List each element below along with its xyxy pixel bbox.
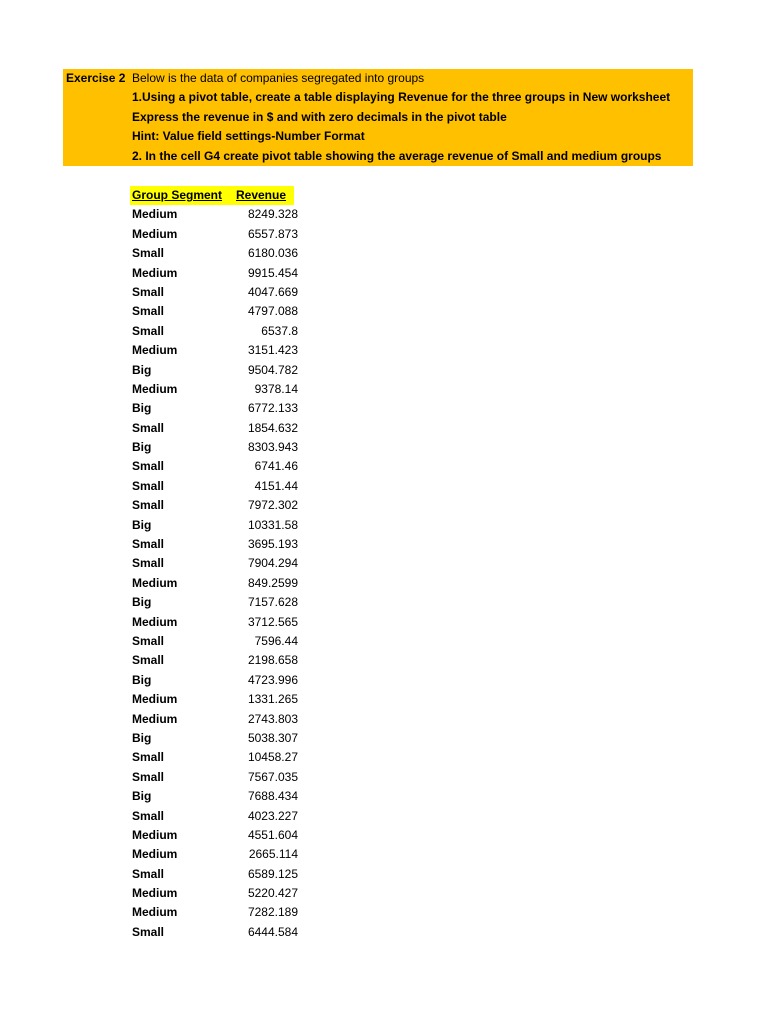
table-row xyxy=(130,574,300,593)
revenue-cell: 6589.125 xyxy=(247,866,298,881)
revenue-cell: 6557.873 xyxy=(247,226,298,241)
revenue-cell: 5220.427 xyxy=(247,886,298,901)
group-segment-cell: Small xyxy=(132,537,165,552)
revenue-cell: 1854.632 xyxy=(247,420,298,435)
revenue-cell: 2198.658 xyxy=(247,653,298,668)
revenue-cell: 1331.265 xyxy=(247,692,298,707)
table-row xyxy=(130,671,300,690)
group-segment-cell: Small xyxy=(132,750,165,765)
table-row xyxy=(130,593,300,612)
revenue-cell: 6772.133 xyxy=(247,401,298,416)
table-body xyxy=(130,205,300,942)
revenue-cell: 9504.782 xyxy=(247,362,298,377)
revenue-cell: 6741.46 xyxy=(254,459,298,474)
table-row xyxy=(130,807,300,826)
revenue-cell: 6444.584 xyxy=(247,924,298,939)
table-row xyxy=(130,457,300,476)
revenue-cell: 3151.423 xyxy=(247,343,298,358)
table-row xyxy=(130,554,300,573)
group-segment-cell: Small xyxy=(132,323,165,338)
group-segment-cell: Small xyxy=(132,653,165,668)
revenue-cell: 7972.302 xyxy=(247,498,298,513)
revenue-cell: 7596.44 xyxy=(254,633,298,648)
table-row xyxy=(130,244,300,263)
group-segment-cell: Big xyxy=(132,730,152,745)
revenue-cell: 9378.14 xyxy=(254,381,298,396)
group-segment-cell: Big xyxy=(132,517,152,532)
group-segment-cell: Medium xyxy=(132,381,178,396)
group-segment-cell: Small xyxy=(132,633,165,648)
table-row xyxy=(130,322,300,341)
revenue-cell: 7157.628 xyxy=(247,595,298,610)
table-row xyxy=(130,302,300,321)
table-row xyxy=(130,613,300,632)
table-row xyxy=(130,361,300,380)
table-row xyxy=(130,205,300,224)
revenue-cell: 4151.44 xyxy=(254,478,298,493)
table-row xyxy=(130,768,300,787)
group-segment-cell: Big xyxy=(132,595,152,610)
column-header-group-segment: Group Segment xyxy=(130,186,228,205)
table-row xyxy=(130,903,300,922)
group-segment-cell: Medium xyxy=(132,827,178,842)
revenue-cell: 6537.8 xyxy=(261,323,298,338)
revenue-cell: 7904.294 xyxy=(247,556,298,571)
group-segment-cell: Medium xyxy=(132,614,178,629)
group-segment-cell: Medium xyxy=(132,905,178,920)
table-row xyxy=(130,787,300,806)
group-segment-cell: Small xyxy=(132,866,165,881)
group-segment-cell: Medium xyxy=(132,692,178,707)
table-row xyxy=(130,865,300,884)
revenue-cell: 3712.565 xyxy=(247,614,298,629)
table-row xyxy=(130,341,300,360)
table-row xyxy=(130,923,300,942)
group-segment-cell: Small xyxy=(132,459,165,474)
group-segment-cell: Small xyxy=(132,924,165,939)
group-segment-cell: Small xyxy=(132,769,165,784)
table-header xyxy=(130,186,300,205)
instruction-line: Hint: Value field settings-Number Format xyxy=(132,129,365,144)
group-segment-cell: Big xyxy=(132,789,152,804)
revenue-cell: 9915.454 xyxy=(247,265,298,280)
revenue-cell: 8303.943 xyxy=(247,440,298,455)
group-segment-cell: Small xyxy=(132,498,165,513)
revenue-cell: 4551.604 xyxy=(247,827,298,842)
group-segment-cell: Small xyxy=(132,556,165,571)
table-row xyxy=(130,477,300,496)
table-row xyxy=(130,380,300,399)
revenue-cell: 6180.036 xyxy=(247,246,298,261)
table-row xyxy=(130,729,300,748)
group-segment-cell: Medium xyxy=(132,207,178,222)
table-row xyxy=(130,419,300,438)
revenue-cell: 3695.193 xyxy=(247,537,298,552)
table-row xyxy=(130,651,300,670)
revenue-cell: 4047.669 xyxy=(247,284,298,299)
group-segment-cell: Small xyxy=(132,808,165,823)
group-segment-cell: Medium xyxy=(132,711,178,726)
revenue-cell: 10458.27 xyxy=(247,750,298,765)
revenue-cell: 8249.328 xyxy=(247,207,298,222)
table-row xyxy=(130,264,300,283)
group-segment-cell: Big xyxy=(132,401,152,416)
table-row xyxy=(130,283,300,302)
group-segment-cell: Medium xyxy=(132,575,178,590)
revenue-cell: 849.2599 xyxy=(247,575,298,590)
table-row xyxy=(130,535,300,554)
table-row xyxy=(130,438,300,457)
table-row xyxy=(130,690,300,709)
group-segment-cell: Medium xyxy=(132,847,178,862)
revenue-cell: 4023.227 xyxy=(247,808,298,823)
group-segment-cell: Small xyxy=(132,304,165,319)
instruction-line: 1.Using a pivot table, create a table displaying Revenue for the three groups in New worksheet xyxy=(132,90,671,105)
revenue-cell: 10331.58 xyxy=(247,517,298,532)
group-segment-cell: Big xyxy=(132,440,152,455)
table-row xyxy=(130,748,300,767)
group-segment-cell: Small xyxy=(132,420,165,435)
exercise-label: Exercise 2 xyxy=(66,71,126,85)
table-row xyxy=(130,710,300,729)
revenue-cell: 4797.088 xyxy=(247,304,298,319)
group-segment-cell: Medium xyxy=(132,226,178,241)
table-row xyxy=(130,516,300,535)
table-row xyxy=(130,399,300,418)
table-row xyxy=(130,225,300,244)
revenue-cell: 7282.189 xyxy=(247,905,298,920)
revenue-cell: 7688.434 xyxy=(247,789,298,804)
group-segment-cell: Medium xyxy=(132,343,178,358)
table-row xyxy=(130,845,300,864)
table-row xyxy=(130,496,300,515)
revenue-cell: 5038.307 xyxy=(247,730,298,745)
revenue-cell: 4723.996 xyxy=(247,672,298,687)
instruction-line: 2. In the cell G4 create pivot table showing the average revenue of Small and medium groups xyxy=(132,148,662,163)
table-row xyxy=(130,884,300,903)
group-segment-cell: Small xyxy=(132,246,165,261)
column-header-revenue: Revenue xyxy=(228,186,294,205)
group-segment-cell: Small xyxy=(132,478,165,493)
instruction-line: Express the revenue in $ and with zero decimals in the pivot table xyxy=(132,109,507,124)
group-segment-cell: Medium xyxy=(132,265,178,280)
exercise-banner xyxy=(63,69,693,166)
table-row xyxy=(130,826,300,845)
revenue-cell: 7567.035 xyxy=(247,769,298,784)
table-row xyxy=(130,632,300,651)
group-segment-cell: Big xyxy=(132,362,152,377)
group-segment-cell: Medium xyxy=(132,886,178,901)
data-table xyxy=(130,186,300,942)
group-segment-cell: Small xyxy=(132,284,165,299)
instruction-line: Below is the data of companies segregated into groups xyxy=(132,71,425,85)
revenue-cell: 2665.114 xyxy=(248,847,298,862)
group-segment-cell: Big xyxy=(132,672,152,687)
revenue-cell: 2743.803 xyxy=(247,711,298,726)
